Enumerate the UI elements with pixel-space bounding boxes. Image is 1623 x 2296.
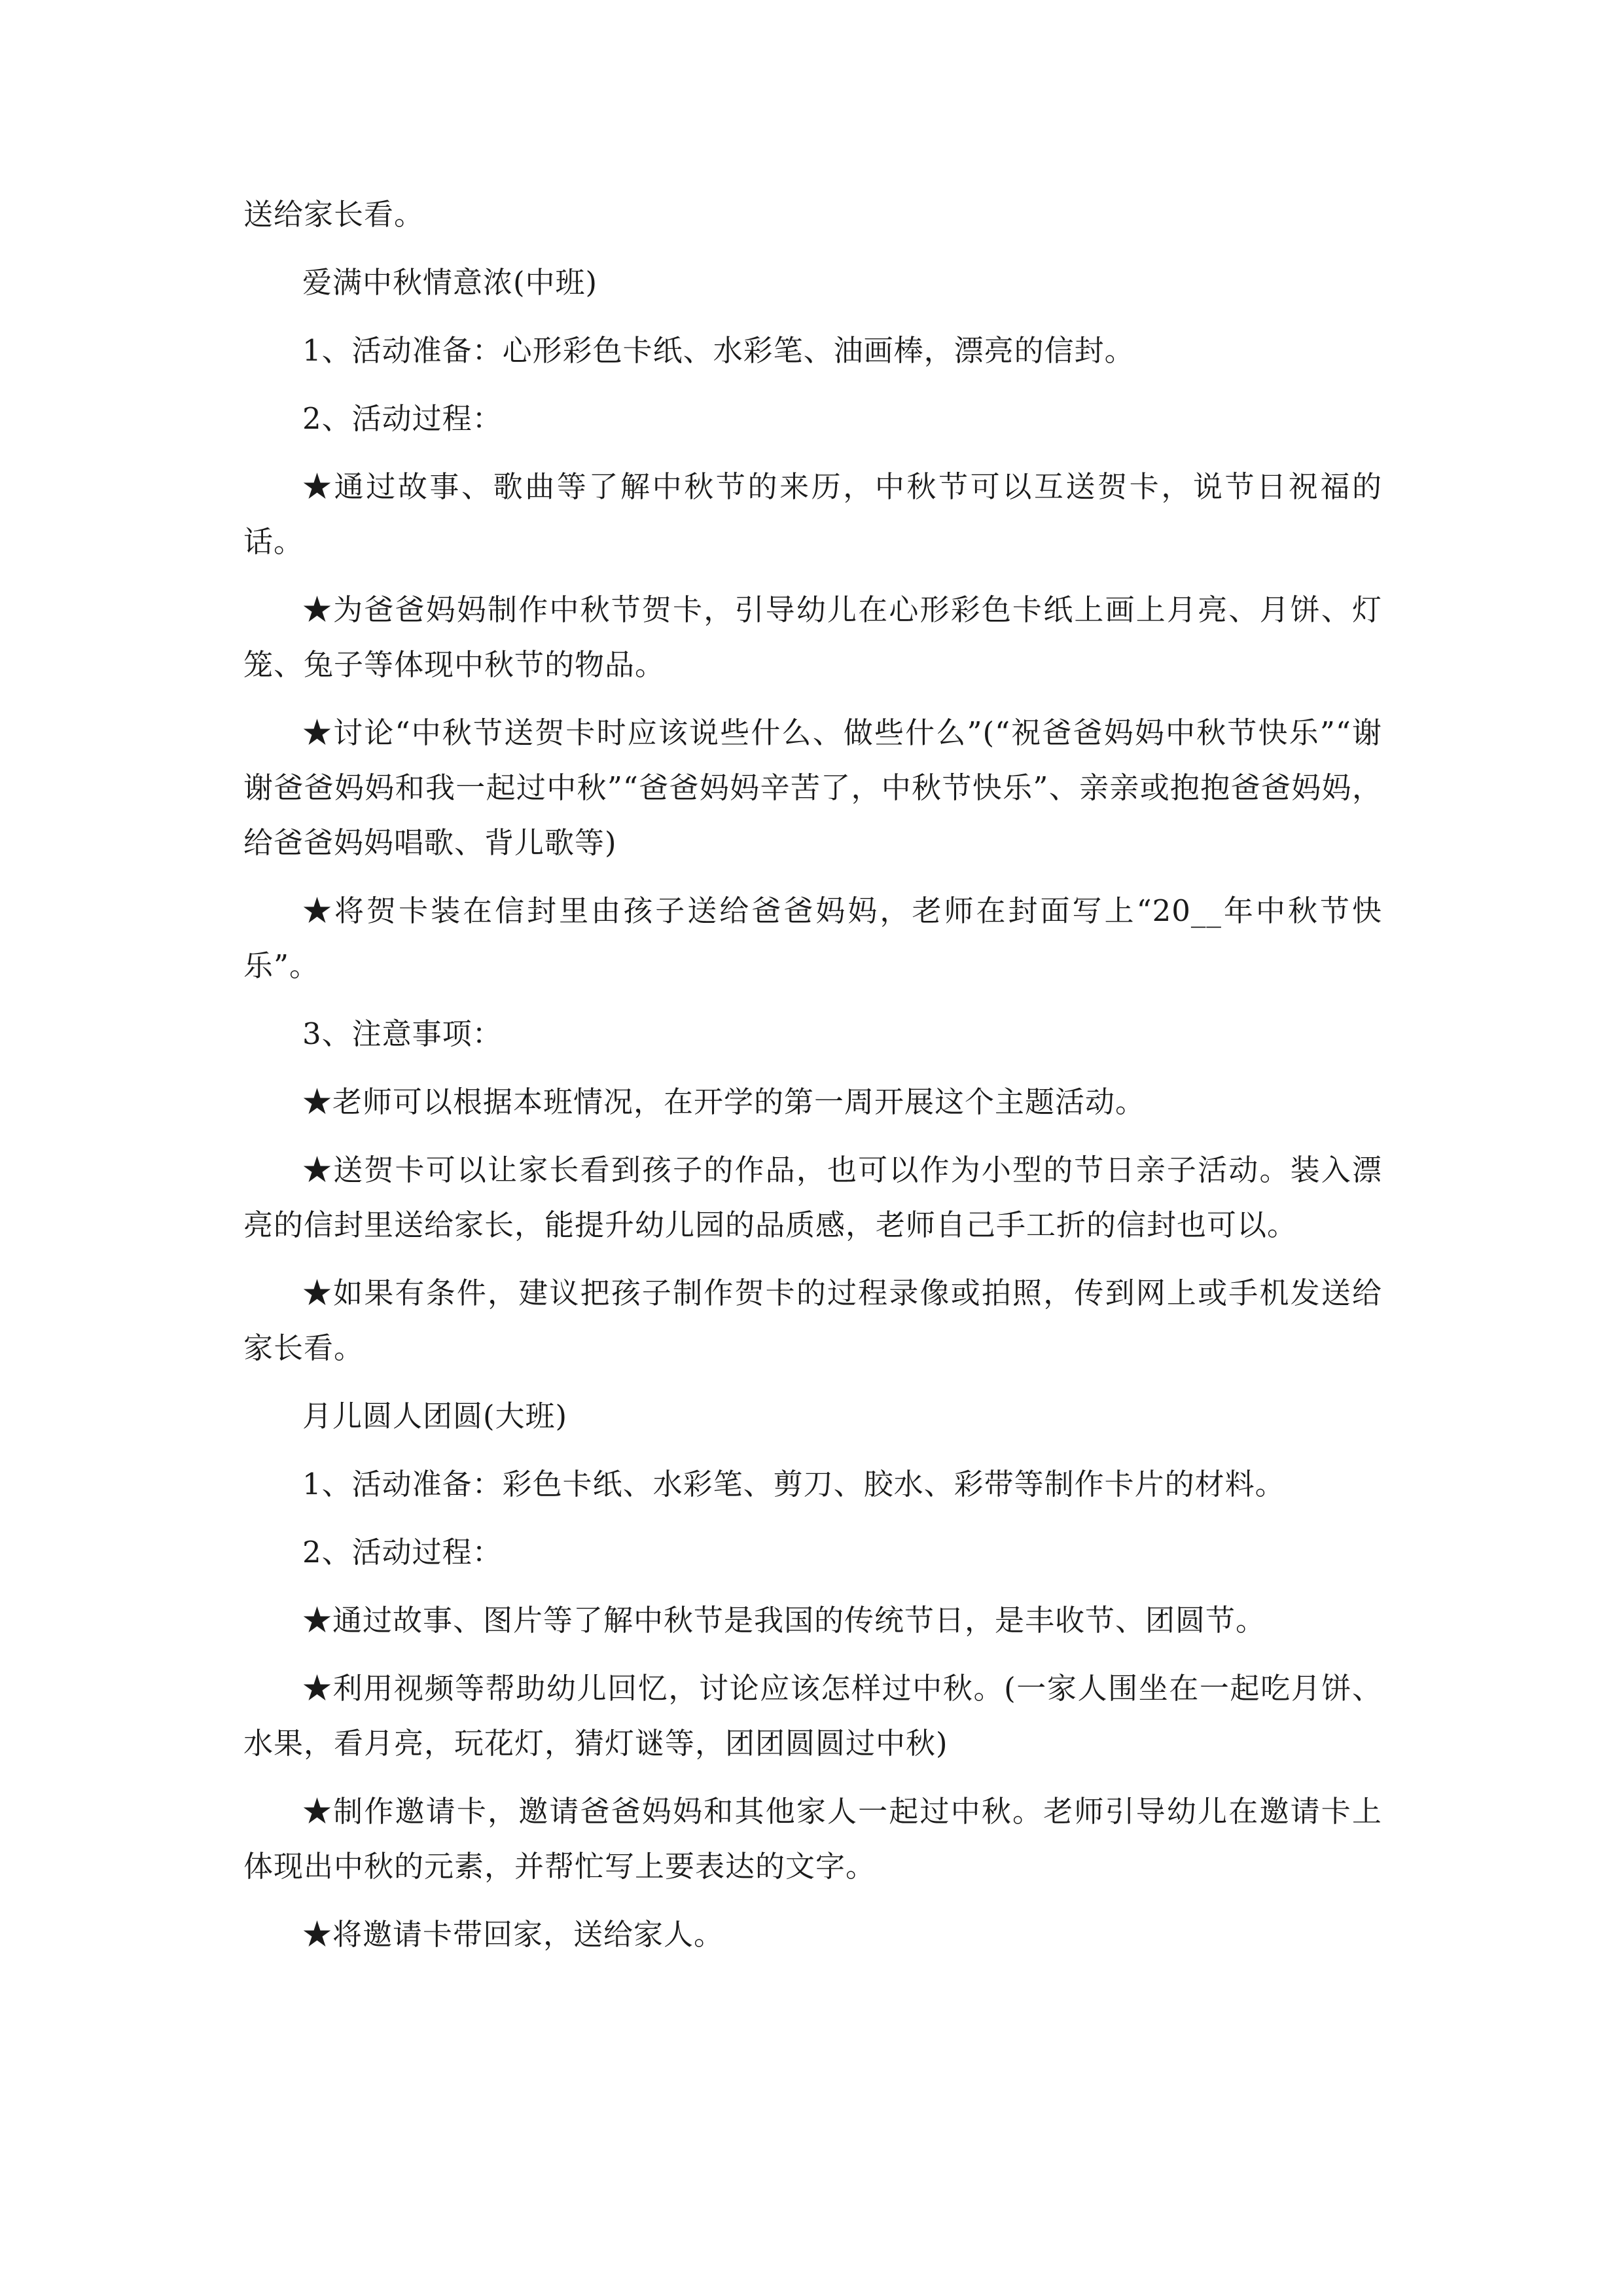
paragraph-bullet: ★通过故事、图片等了解中秋节是我国的传统节日，是丰收节、团圆节。 [302, 1603, 1266, 1638]
paragraph-bullet: ★为爸爸妈妈制作中秋节贺卡，引导幼儿在心形彩色卡纸上画上月亮、月饼、灯笼、兔子等体现中秋节的物品。 [243, 592, 1382, 682]
paragraph-notes-heading: 3、注意事项： [302, 1016, 503, 1051]
section-heading-middle-class: 爱满中秋情意浓(中班) [302, 265, 598, 300]
paragraph-continuation: 送给家长看。 [243, 197, 425, 232]
paragraph-process-heading: 2、活动过程： [302, 1535, 503, 1570]
paragraph-bullet: ★将邀请卡带回家，送给家人。 [302, 1917, 724, 1952]
paragraph-bullet: ★讨论“中秋节送贺卡时应该说些什么、做些什么”(“祝爸爸妈妈中秋节快乐”“谢谢爸爸妈妈和我一起过中秋”“爸爸妈妈辛苦了，中秋节快乐”、亲亲或抱抱爸爸妈妈，给爸爸妈妈唱歌、背儿歌等) [243, 715, 1382, 860]
paragraph-preparation: 1、活动准备：心形彩色卡纸、水彩笔、油画棒，漂亮的信封。 [302, 333, 1135, 368]
paragraph-bullet: ★如果有条件，建议把孩子制作贺卡的过程录像或拍照，传到网上或手机发送给家长看。 [243, 1276, 1382, 1365]
paragraph-bullet: ★将贺卡装在信封里由孩子送给爸爸妈妈，老师在封面写上“20__年中秋节快乐”。 [243, 893, 1382, 983]
section-heading-senior-class: 月儿圆人团圆(大班) [302, 1399, 568, 1433]
paragraph-bullet: ★利用视频等帮助幼儿回忆，讨论应该怎样过中秋。(一家人围坐在一起吃月饼、水果，看月亮，玩花灯，猜灯谜等，团团圆圆过中秋) [243, 1671, 1382, 1761]
paragraph-preparation: 1、活动准备：彩色卡纸、水彩笔、剪刀、胶水、彩带等制作卡片的材料。 [302, 1467, 1285, 1501]
paragraph-bullet: ★通过故事、歌曲等了解中秋节的来历，中秋节可以互送贺卡，说节日祝福的话。 [243, 469, 1382, 559]
paragraph-bullet: ★老师可以根据本班情况，在开学的第一周开展这个主题活动。 [302, 1085, 1146, 1119]
paragraph-bullet: ★制作邀请卡，邀请爸爸妈妈和其他家人一起过中秋。老师引导幼儿在邀请卡上体现出中秋的元素，并帮忙写上要表达的文字。 [243, 1794, 1382, 1884]
document-body [243, 187, 1382, 1975]
paragraph-bullet: ★送贺卡可以让家长看到孩子的作品，也可以作为小型的节日亲子活动。装入漂亮的信封里送给家长，能提升幼儿园的品质感，老师自己手工折的信封也可以。 [243, 1153, 1382, 1242]
paragraph-process-heading: 2、活动过程： [302, 401, 503, 436]
